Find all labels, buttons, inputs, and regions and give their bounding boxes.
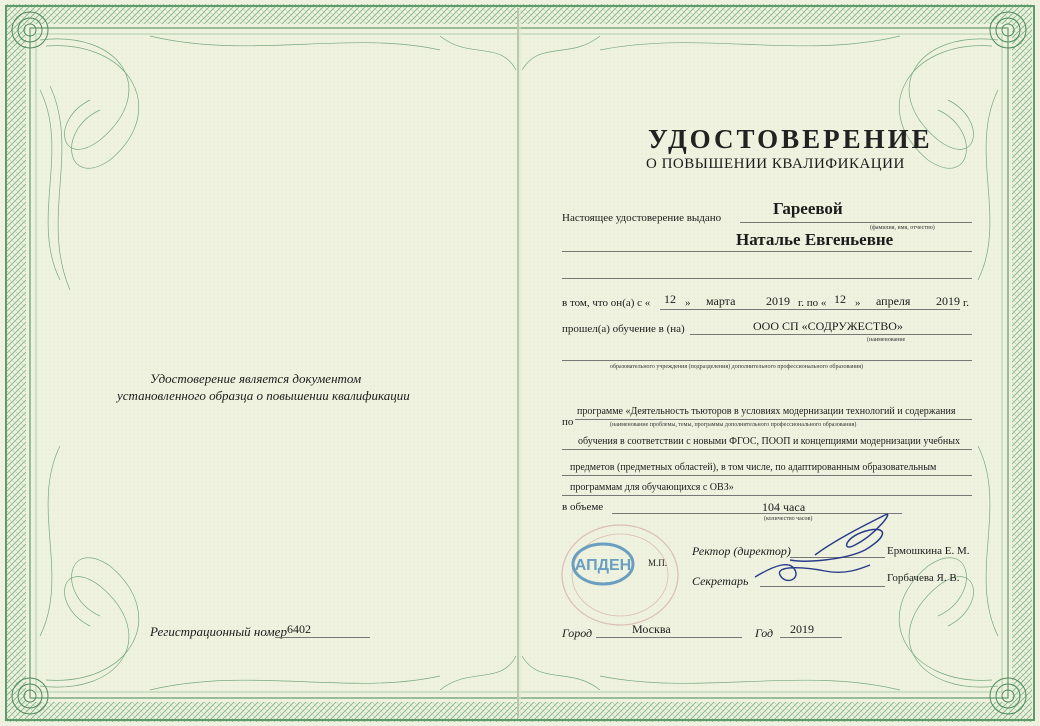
city-underline [596,637,742,638]
secretary-name: Горбачева Я. В. [887,572,960,584]
registration-label: Регистрационный номер [150,624,287,639]
period-from-month: марта [706,294,736,308]
period-to-label: г. по « [798,297,827,309]
certificate-title: УДОСТОВЕРЕНИЕ [648,124,933,154]
po-label: по [562,416,574,428]
notice-line-2: установленного образца о повышении квалификации [117,388,410,403]
issued-label: Настоящее удостоверение выдано [562,212,722,224]
stamp-text: АПДЕН [574,557,632,574]
institution-hint-2: образовательного учреждения (подразделения) дополнительного профессионального образования) [610,364,864,370]
period-intro: в том, что он(а) с « [562,297,651,309]
rector-name: Ермошкина Е. М. [887,545,970,557]
program-line-2: обучения в соответствии с новыми ФГОС, ПООП и концепциями модернизации учебных [578,436,960,447]
secretary-label: Секретарь [692,574,749,588]
city-value: Москва [632,622,671,636]
recipient-given-names: Наталье Евгеньевне [736,230,894,249]
mp-label: М.П. [648,558,668,568]
volume-hint: (количество часов) [764,516,813,522]
volume-value: 104 часа [762,500,806,514]
period-quote-2: » [855,297,861,309]
period-from-day: 12 [664,292,676,306]
institution-hint-1: (наименование [867,337,906,343]
institution-name: ООО СП «СОДРУЖЕСТВО» [753,319,903,333]
notice-line-1: Удостоверение является документом [150,371,362,386]
rector-label: Ректор (директор) [692,544,791,558]
program-underline-2 [562,449,972,450]
program-hint: (наименование проблемы, темы, программы дополнительного профессионального образования) [610,422,857,428]
program-underline-4 [562,495,972,496]
city-label: Город [562,626,593,640]
surname-underline [740,222,972,223]
institution-underline-2 [562,360,972,361]
recipient-surname: Гареевой [773,199,843,218]
period-quote-1: » [685,297,691,309]
surname-hint: (фамилия, имя, отчество) [870,225,935,231]
institution-underline [690,334,972,335]
program-line-1: программе «Деятельность тьюторов в условиях модернизации технологий и содержания [577,406,956,417]
period-to-year: 2019 [936,294,960,308]
period-g: г. [963,297,970,309]
volume-label: в объеме [562,501,604,513]
year-value: 2019 [790,622,814,636]
program-line-3: предметов (предметных областей), в том числе, по адаптированным образовательным [570,462,937,473]
period-underline [660,309,960,310]
period-to-month: апреля [876,294,911,308]
registration-number: 6402 [287,622,311,636]
names-underline [562,251,972,252]
year-underline [780,637,842,638]
program-underline-1 [575,419,972,420]
organization-stamp [555,520,685,630]
blank-underline [562,278,972,279]
handwritten-signatures [745,505,895,595]
trained-label: прошел(а) обучение в (на) [562,323,685,335]
period-to-day: 12 [834,292,846,306]
registration-underline [275,637,370,638]
program-line-4: программам для обучающихся с ОВЗ» [570,482,734,493]
program-underline-3 [562,475,972,476]
period-from-year: 2019 [766,294,790,308]
year-label: Год [755,626,774,640]
certificate-subtitle: О ПОВЫШЕНИИ КВАЛИФИКАЦИИ [646,156,905,172]
